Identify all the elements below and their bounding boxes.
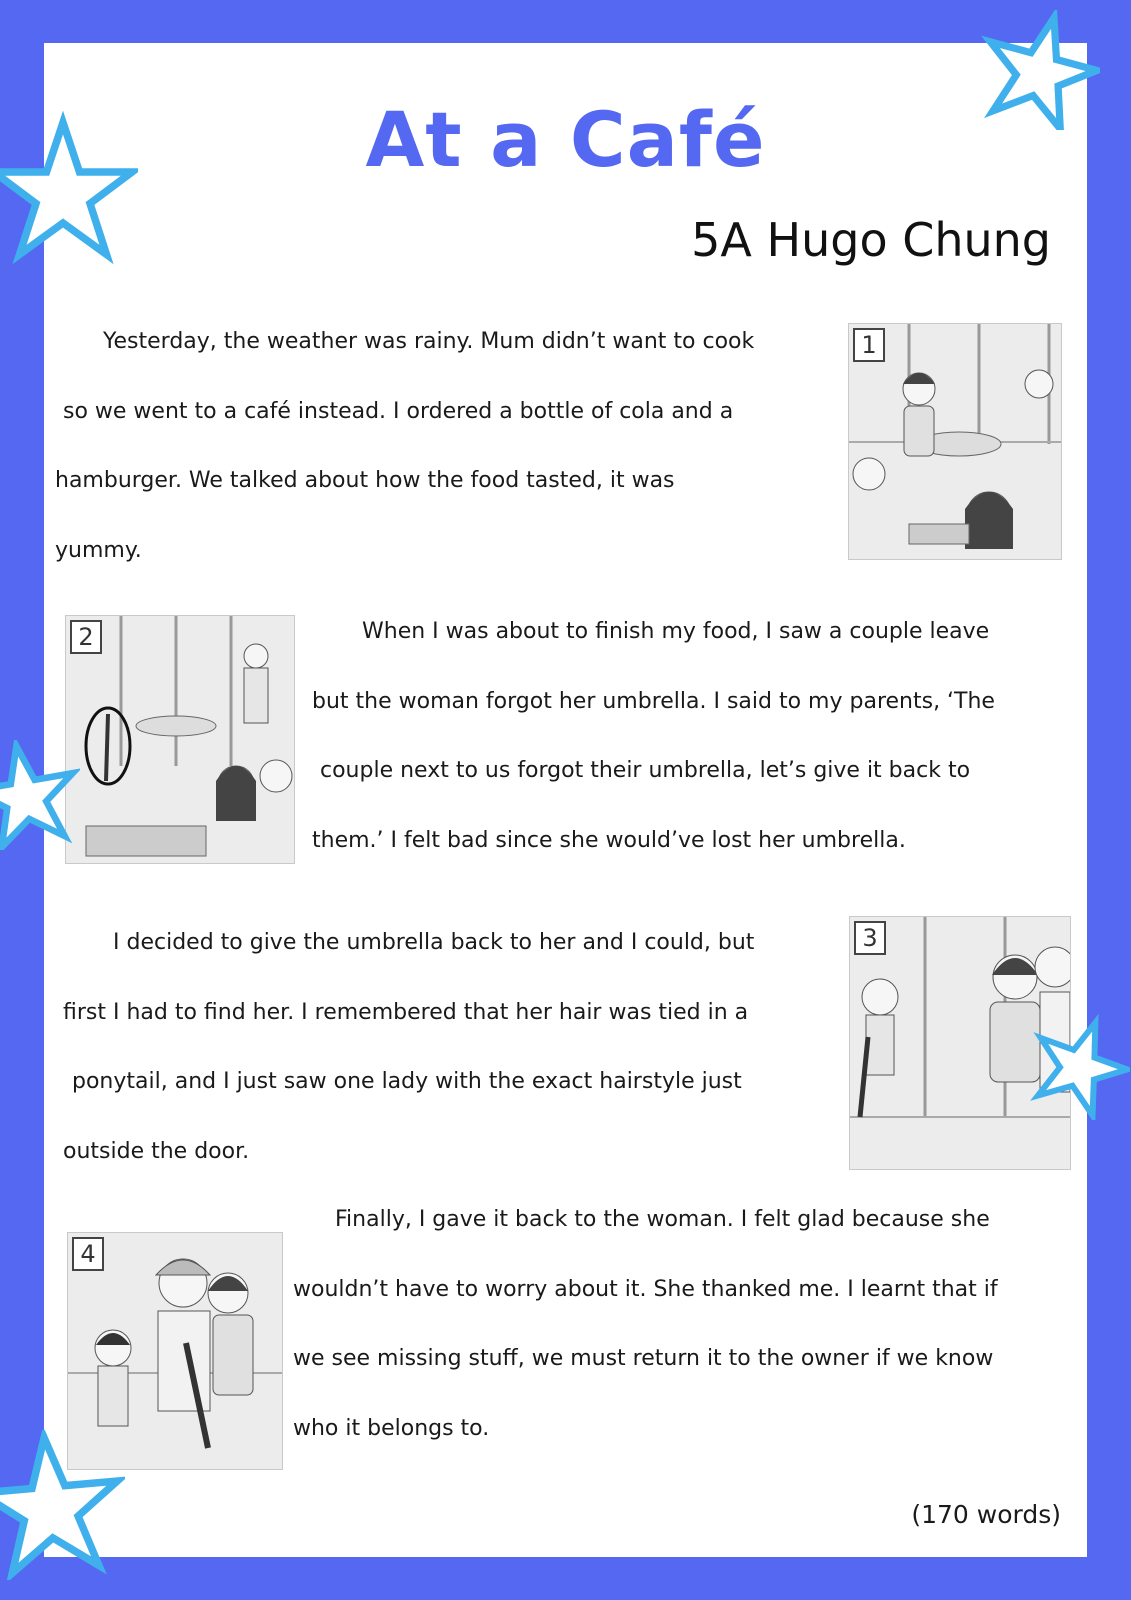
illustration-panel-2 bbox=[65, 615, 295, 864]
paragraph-line: so we went to a café instead. I ordered a bottle of cola and a bbox=[63, 398, 734, 424]
panel-number: 4 bbox=[72, 1237, 104, 1271]
paragraph-3 bbox=[63, 908, 833, 1186]
paragraph-line: who it belongs to. bbox=[293, 1415, 490, 1441]
paragraph-1 bbox=[55, 307, 825, 585]
star-icon bbox=[0, 740, 80, 850]
page-title: At a Café bbox=[365, 95, 766, 184]
paragraph-line: When I was about to finish my food, I saw a couple leave bbox=[362, 619, 990, 644]
paragraph-line: wouldn’t have to worry about it. She thanked me. I learnt that if bbox=[293, 1276, 998, 1302]
author-name: 5A Hugo Chung bbox=[691, 213, 1051, 267]
star-icon bbox=[0, 100, 138, 280]
paragraph-line: first I had to find her. I remembered that her hair was tied in a bbox=[63, 999, 749, 1025]
paragraph-line: outside the door. bbox=[63, 1138, 250, 1164]
panel-number: 1 bbox=[853, 328, 885, 362]
star-icon bbox=[980, 10, 1100, 130]
panel-number: 2 bbox=[70, 620, 102, 654]
paragraph-line: hamburger. We talked about how the food tasted, it was bbox=[55, 468, 675, 493]
paragraph-line: ponytail, and I just saw one lady with the exact hairstyle just bbox=[72, 1069, 742, 1094]
illustration-panel-1 bbox=[848, 323, 1062, 560]
star-icon bbox=[0, 1430, 125, 1580]
paragraph-line: we see missing stuff, we must return it to the owner if we know bbox=[293, 1346, 994, 1371]
word-count: (170 words) bbox=[911, 1500, 1061, 1529]
paragraph-line: yummy. bbox=[55, 537, 142, 563]
star-icon bbox=[1030, 1010, 1130, 1120]
paragraph-2 bbox=[312, 597, 1072, 875]
paragraph-line: Yesterday, the weather was rainy. Mum didn’t want to cook bbox=[103, 329, 755, 354]
paragraph-line: but the woman forgot her umbrella. I said to my parents, ‘The bbox=[312, 688, 995, 714]
paragraph-line: Finally, I gave it back to the woman. I felt glad because she bbox=[335, 1207, 990, 1232]
paragraph-line: couple next to us forgot their umbrella, let’s give it back to bbox=[320, 758, 971, 783]
paragraph-4 bbox=[293, 1185, 1083, 1463]
panel-number: 3 bbox=[854, 921, 886, 955]
paragraph-line: them.’ I felt bad since she would’ve lost her umbrella. bbox=[312, 827, 906, 853]
paragraph-line: I decided to give the umbrella back to her and I could, but bbox=[113, 930, 755, 955]
